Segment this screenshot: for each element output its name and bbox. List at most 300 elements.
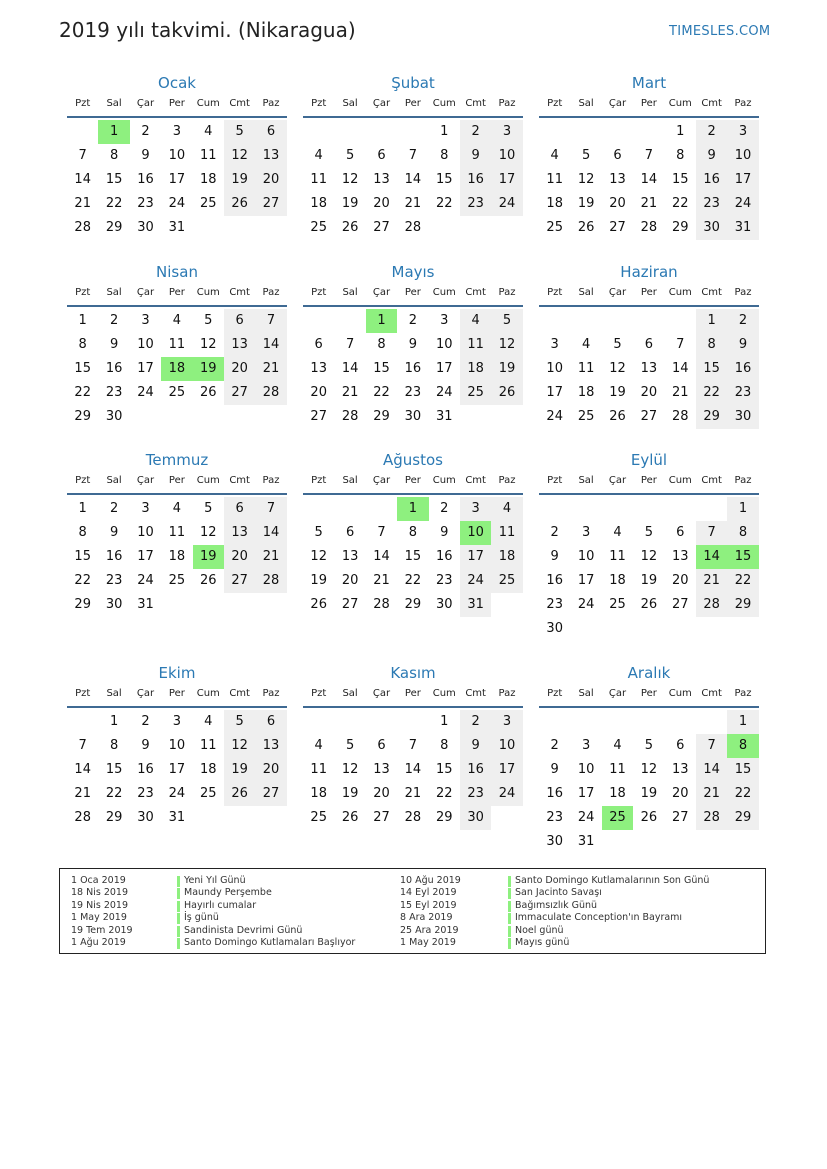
day-cell: 25 [310,810,327,825]
day-cell: 30 [696,216,727,240]
day-cell: 22 [435,196,453,211]
legend-marker [508,938,511,949]
weekday-label: Cmt [465,688,486,699]
weekday-label: Per [404,287,421,298]
legend-holiday-name: Santo Domingo Kutlamaları Başlıyor [184,937,356,948]
day-cell: 27 [373,810,390,825]
day-cell: 8 [78,337,87,352]
day-cell: 6 [255,710,286,734]
empty-cell [303,497,334,521]
day-cell: 18 [491,545,522,569]
day-cell: 24 [491,192,522,216]
legend-marker [508,926,511,937]
day-cell: 29 [404,597,422,612]
day-cell: 12 [491,333,522,357]
day-grid [303,710,523,830]
day-cell: 28 [696,593,727,617]
weekday-label: Cmt [701,475,722,486]
day-cell: 31 [460,593,491,617]
day-cell: 10 [435,337,453,352]
day-cell: 30 [137,810,154,825]
day-cell: 2 [696,120,727,144]
day-cell: 6 [255,120,286,144]
day-cell: 13 [224,333,255,357]
weekday-label: Cum [432,287,456,298]
empty-cell [665,710,696,734]
day-cell: 4 [460,309,491,333]
day-cell: 5 [314,525,323,540]
weekday-label: Cmt [465,287,486,298]
day-cell: 9 [460,734,491,758]
month-name: Mayıs [391,263,435,281]
day-cell: 16 [546,573,563,588]
day-cell: 28 [74,810,91,825]
day-cell: 17 [168,172,186,187]
day-cell: 11 [546,172,563,187]
day-cell: 21 [255,545,286,569]
day-cell: 17 [168,762,186,777]
day-cell: 27 [609,220,626,235]
weekday-label: Pzt [547,688,563,699]
weekday-label: Cum [196,98,220,109]
day-cell: 18 [199,172,217,187]
day-grid [539,710,759,854]
day-grid [67,309,287,429]
day-cell: 15 [671,172,689,187]
weekday-label: Çar [136,287,155,298]
weekday-label: Paz [498,688,516,699]
day-cell: 18 [546,196,563,211]
weekday-header [303,471,523,491]
weekday-label: Çar [136,475,155,486]
day-cell: 20 [671,573,689,588]
month-block [67,72,287,240]
weekday-label: Cum [196,688,220,699]
day-cell: 10 [137,337,154,352]
legend-holiday-name: Bağımsızlık Günü [515,899,598,911]
day-cell: 17 [460,545,491,569]
day-cell: 7 [696,521,727,545]
legend-holiday-name: Santo Domingo Kutlamalarının Son Günü [515,875,710,886]
month-block [67,662,287,830]
day-cell: 5 [491,309,522,333]
day-cell: 7 [408,738,417,753]
day-cell: 2 [440,501,449,516]
header-divider [303,493,523,495]
day-cell: 19 [640,573,658,588]
day-cell: 6 [224,497,255,521]
day-cell: 2 [141,124,150,139]
day-cell: 10 [546,361,563,376]
weekday-label: Paz [498,287,516,298]
day-cell: 4 [314,738,323,753]
day-cell: 1 [78,501,87,516]
day-cell: 6 [377,148,386,163]
day-cell: 23 [435,573,453,588]
day-cell: 20 [255,168,286,192]
day-cell: 9 [408,337,417,352]
day-cell: 27 [255,192,286,216]
weekday-label: Pzt [75,98,91,109]
day-cell: 10 [491,144,522,168]
weekday-label: Per [404,688,421,699]
day-cell: 28 [255,569,286,593]
empty-cell [633,309,664,333]
day-cell: 31 [435,409,453,424]
weekday-label: Çar [372,688,391,699]
day-cell: 26 [224,782,255,806]
day-cell: 9 [109,337,119,352]
day-cell: 5 [224,710,255,734]
weekday-header [67,94,287,114]
empty-cell [366,710,397,734]
month-block [539,662,759,854]
month-name: Temmuz [145,451,209,469]
day-cell: 22 [435,786,453,801]
day-cell: 2 [109,313,119,328]
day-cell: 27 [224,381,255,405]
month-name: Haziran [620,263,678,281]
legend-marker [508,913,511,924]
page-title: 2019 yılı takvimi. (Nikaragua) [59,18,356,42]
day-cell: 5 [581,148,591,163]
empty-cell [366,497,397,521]
day-cell: 29 [671,220,689,235]
day-cell: 7 [696,734,727,758]
day-cell: 21 [74,196,91,211]
month-block [303,449,523,617]
day-cell: 18 [609,786,626,801]
day-cell: 8 [78,525,87,540]
day-cell: 11 [491,521,522,545]
day-cell: 27 [640,409,658,424]
day-cell: 7 [345,337,355,352]
day-cell: 30 [137,220,154,235]
day-cell: 12 [199,337,217,352]
day-cell: 31 [168,810,186,825]
day-cell: 2 [141,714,150,729]
weekday-label: Çar [608,475,627,486]
weekday-label: Paz [734,287,752,298]
day-cell: 16 [137,762,154,777]
day-cell: 28 [255,381,286,405]
weekday-label: Sal [342,475,358,486]
day-cell: 4 [172,501,181,516]
day-cell: 9 [727,333,758,357]
day-cell: 7 [78,738,87,753]
empty-cell [633,710,664,734]
weekday-label: Sal [106,688,122,699]
day-cell: 16 [105,361,123,376]
day-cell: 11 [577,361,595,376]
day-cell: 8 [676,148,685,163]
weekday-label: Sal [578,688,594,699]
weekday-label: Cmt [701,287,722,298]
month-name: Şubat [391,74,435,92]
site-brand-link[interactable]: TIMESLES.COM [669,24,771,39]
day-cell: 26 [310,597,327,612]
weekday-label: Cum [432,688,456,699]
weekday-label: Paz [262,98,280,109]
day-cell: 7 [377,525,386,540]
month-name: Aralık [627,664,671,682]
weekday-label: Cum [432,475,456,486]
weekday-label: Per [640,475,657,486]
month-block [539,72,759,240]
weekday-label: Çar [608,688,627,699]
weekday-header [539,684,759,704]
day-cell: 4 [613,738,622,753]
weekday-label: Çar [372,98,391,109]
weekday-label: Cum [432,98,456,109]
day-cell: 9 [696,144,727,168]
day-cell: 8 [408,525,417,540]
day-cell: 31 [577,834,595,849]
day-cell: 16 [137,172,154,187]
day-cell: 3 [460,497,491,521]
day-grid [303,120,523,240]
day-cell: 11 [168,337,186,352]
weekday-label: Sal [106,98,122,109]
day-cell: 21 [640,196,658,211]
day-cell: 26 [577,220,595,235]
header-divider [67,305,287,307]
day-cell: 11 [609,762,626,777]
weekday-label: Cmt [229,98,250,109]
day-cell: 6 [345,525,355,540]
day-cell: 27 [373,220,390,235]
day-cell: 1 [440,124,449,139]
day-cell: 12 [577,172,595,187]
month-name: Eylül [630,451,668,469]
weekday-label: Pzt [75,287,91,298]
day-cell: 27 [255,782,286,806]
day-cell: 13 [671,762,689,777]
day-cell: 26 [640,597,658,612]
month-name: Ocak [158,74,196,92]
empty-cell [602,710,633,734]
day-cell: 15 [105,762,123,777]
holiday-day-cell: 1 [98,120,129,144]
day-cell: 18 [609,573,626,588]
weekday-header [67,283,287,303]
day-cell: 4 [172,313,181,328]
day-cell: 30 [105,597,123,612]
legend-date: 19 Nis 2019 [71,899,128,911]
legend-date: 18 Nis 2019 [71,887,128,899]
weekday-label: Per [404,475,421,486]
header-divider [539,493,759,495]
day-cell: 17 [577,786,595,801]
day-cell: 30 [404,409,422,424]
legend-date: 15 Eyl 2019 [400,899,457,911]
empty-cell [334,497,365,521]
day-cell: 4 [613,525,622,540]
day-cell: 28 [341,409,359,424]
day-cell: 10 [168,148,186,163]
day-cell: 20 [224,357,255,381]
day-cell: 8 [440,738,449,753]
day-cell: 22 [105,786,123,801]
day-cell: 3 [172,124,181,139]
legend-marker [177,926,180,937]
empty-cell [539,497,570,521]
day-grid [539,309,759,429]
day-cell: 25 [199,196,217,211]
day-cell: 12 [224,734,255,758]
day-cell: 11 [310,172,327,187]
day-cell: 14 [255,521,286,545]
day-cell: 19 [310,573,327,588]
legend-marker [508,876,511,887]
empty-cell [539,120,570,144]
holiday-day-cell: 8 [727,734,758,758]
day-cell: 14 [404,762,422,777]
day-cell: 1 [78,313,87,328]
legend-marker [508,901,511,912]
day-cell: 1 [109,714,119,729]
day-cell: 6 [314,337,323,352]
day-cell: 27 [671,810,689,825]
day-cell: 20 [255,758,286,782]
holiday-day-cell: 1 [397,497,428,521]
day-cell: 19 [341,786,359,801]
legend-date: 1 Oca 2019 [71,875,126,886]
weekday-label: Cmt [229,287,250,298]
day-cell: 1 [696,309,727,333]
day-cell: 22 [74,385,91,400]
day-cell: 19 [491,357,522,381]
holiday-legend [59,868,766,954]
weekday-header [303,283,523,303]
day-cell: 11 [199,148,217,163]
day-cell: 16 [404,361,422,376]
day-cell: 29 [373,409,390,424]
weekday-label: Çar [372,287,391,298]
day-cell: 23 [105,385,123,400]
holiday-day-cell: 10 [460,521,491,545]
day-cell: 9 [141,148,150,163]
weekday-label: Paz [734,688,752,699]
day-cell: 29 [727,806,758,830]
day-cell: 13 [255,734,286,758]
day-cell: 4 [550,148,559,163]
day-cell: 19 [577,196,595,211]
day-cell: 30 [727,405,758,429]
day-cell: 12 [640,762,658,777]
month-name: Ekim [158,664,196,682]
day-cell: 31 [137,597,154,612]
day-cell: 26 [640,810,658,825]
day-cell: 17 [546,385,563,400]
day-cell: 16 [546,786,563,801]
weekday-label: Sal [342,98,358,109]
weekday-label: Sal [342,287,358,298]
legend-holiday-name: Immaculate Conception'ın Bayramı [515,912,683,924]
day-cell: 28 [373,597,390,612]
day-cell: 16 [460,758,491,782]
day-cell: 6 [676,738,685,753]
weekday-header [539,283,759,303]
day-cell: 6 [224,309,255,333]
legend-holiday-name: Noel günü [515,924,564,936]
legend-date: 1 May 2019 [71,912,127,924]
day-cell: 5 [204,501,213,516]
day-cell: 23 [546,810,563,825]
holiday-day-cell: 15 [727,545,758,569]
header-divider [67,116,287,118]
day-cell: 12 [341,762,359,777]
day-cell: 15 [435,172,453,187]
day-cell: 4 [581,337,591,352]
weekday-label: Pzt [547,475,563,486]
day-cell: 21 [404,196,422,211]
empty-cell [539,309,570,333]
weekday-label: Pzt [547,98,563,109]
day-cell: 17 [491,168,522,192]
weekday-label: Sal [578,475,594,486]
day-cell: 2 [460,710,491,734]
day-cell: 10 [577,549,595,564]
day-cell: 7 [78,148,87,163]
day-cell: 12 [640,549,658,564]
weekday-label: Pzt [75,475,91,486]
empty-cell [602,120,633,144]
day-cell: 29 [435,810,453,825]
day-cell: 17 [137,549,154,564]
day-cell: 25 [460,381,491,405]
weekday-label: Çar [372,475,391,486]
day-cell: 30 [546,834,563,849]
day-cell: 15 [373,361,390,376]
day-cell: 10 [727,144,758,168]
legend-date: 1 May 2019 [400,937,456,948]
day-cell: 21 [255,357,286,381]
weekday-label: Pzt [311,98,327,109]
empty-cell [696,710,727,734]
day-cell: 26 [341,220,359,235]
empty-cell [602,309,633,333]
header-divider [539,706,759,708]
day-cell: 29 [105,220,123,235]
header-divider [539,305,759,307]
day-cell: 7 [255,497,286,521]
day-cell: 28 [671,409,689,424]
empty-cell [67,120,98,144]
day-cell: 18 [199,762,217,777]
day-cell: 12 [224,144,255,168]
day-cell: 14 [696,758,727,782]
header-divider [539,116,759,118]
weekday-label: Çar [136,688,155,699]
header-divider [303,706,523,708]
weekday-label: Per [640,688,657,699]
day-cell: 3 [440,313,449,328]
legend-holiday-name: San Jacinto Savaşı [515,887,602,899]
day-cell: 14 [404,172,422,187]
day-cell: 29 [727,593,758,617]
day-cell: 6 [377,738,386,753]
empty-cell [633,120,664,144]
day-cell: 26 [199,573,217,588]
month-block [303,261,523,429]
day-cell: 21 [696,782,727,806]
day-cell: 5 [613,337,622,352]
day-cell: 7 [676,337,685,352]
day-cell: 5 [644,525,653,540]
day-cell: 17 [727,168,758,192]
day-cell: 22 [696,381,727,405]
